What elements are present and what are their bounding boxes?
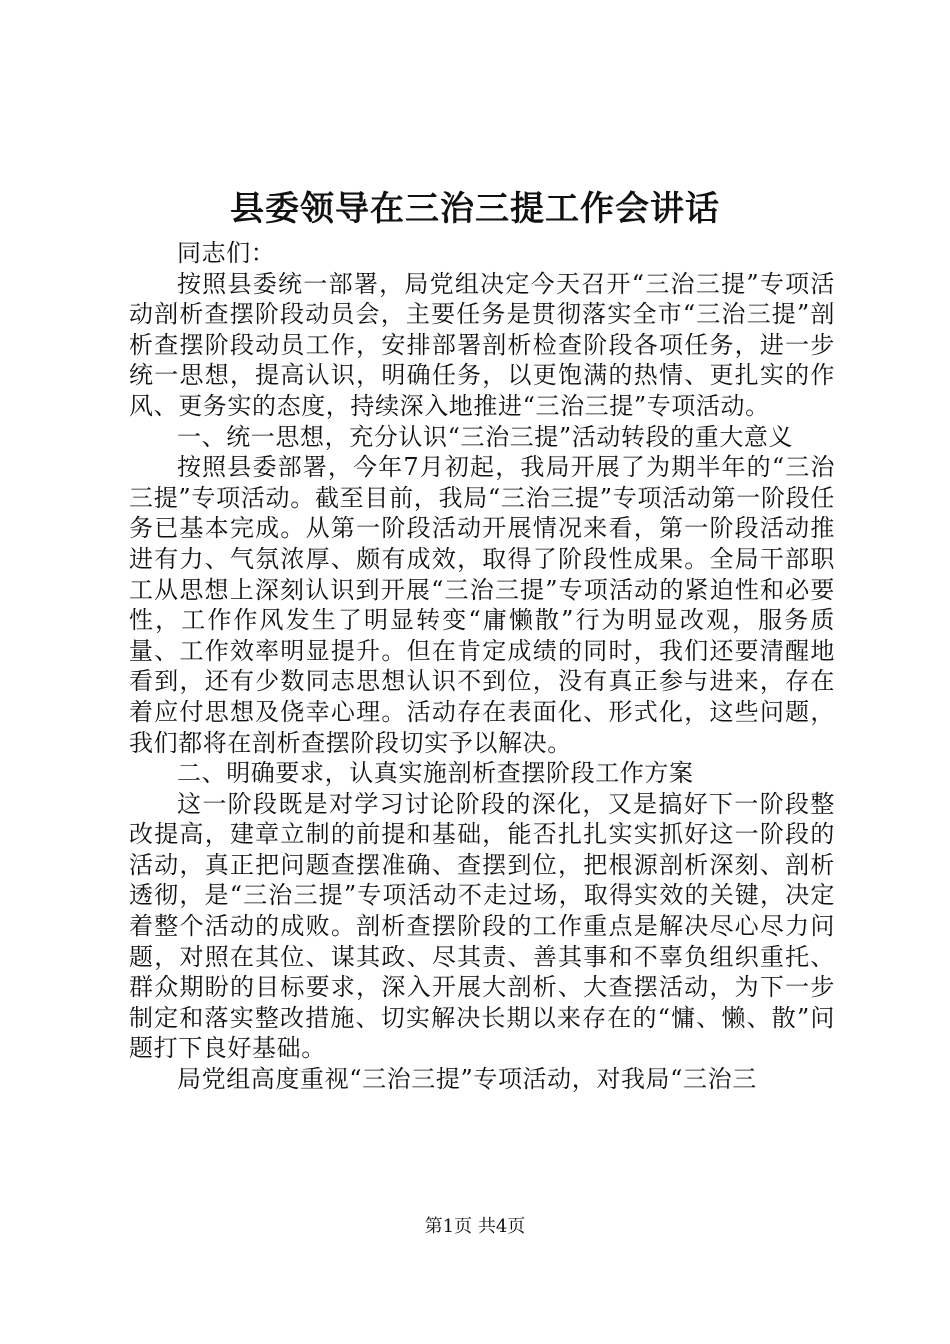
salutation: 同志们：: [177, 239, 276, 267]
document-body: [129, 238, 835, 1095]
body-paragraph: 局党组高度重视“三治三提”专项活动，对我局“三治三: [177, 1065, 757, 1094]
document-title: 县委领导在三治三提工作会讲话: [230, 189, 720, 229]
body-paragraph: 按照县委统一部署，局党组决定今天召开“三治三提”专项活动剖析查摆阶段动员会，主要任务是贯彻落实全市“三治三提”剖析查摆阶段动员工作，安排部署剖析检查阶段各项任务，进一步统一思想，提高认识，明确任务，以更饱满的热情、更扎实的作风、更务实的态度，持续深入地推进“三治三提”专项活动。: [129, 269, 835, 420]
body-paragraph: 按照县委部署，今年7月初起，我局开展了为期半年的“三治三提”专项活动。截至目前，我局“三治三提”专项活动第一阶段任务已基本完成。从第一阶段活动开展情况来看，第一阶段活动推进有力、气氛浓厚、颇有成效，取得了阶段性成果。全局干部职工从思想上深刻认识到开展“三治三提”专项活动的紧迫性和必要性，工作作风发生了明显转变“庸懒散”行为明显改观，服务质量、工作效率明显提升。但在肯定成绩的同时，我们还要清醒地看到，还有少数同志思想认识不到位，没有真正参与进来，存在着应付思想及侥幸心理。活动存在表面化、形式化，这些问题，我们都将在剖析查摆阶段切实予以解决。: [129, 453, 835, 757]
section-heading: 二、明确要求，认真实施剖析查摆阶段工作方案: [177, 759, 694, 788]
section-heading: 一、统一思想，充分认识“三治三提”活动转段的重大意义: [177, 422, 794, 451]
body-paragraph: 这一阶段既是对学习讨论阶段的深化，又是搞好下一阶段整改提高，建章立制的前提和基础，能否扎扎实实抓好这一阶段的活动，真正把问题查摆准确、查摆到位，把根源剖析深刻、剖析透彻，是“三治三提”专项活动不走过场，取得实效的关键，决定着整个活动的成败。剖析查摆阶段的工作重点是解决尽心尽力问题，对照在其位、谋其政、尽其责、善其事和不辜负组织重托、群众期盼的目标要求，深入开展大剖析、大查摆活动，为下一步制定和落实整改措施、切实解决长期以来存在的“慵、懒、散”问题打下良好基础。: [129, 789, 835, 1063]
page-footer: 第1页 共4页: [424, 1216, 526, 1237]
